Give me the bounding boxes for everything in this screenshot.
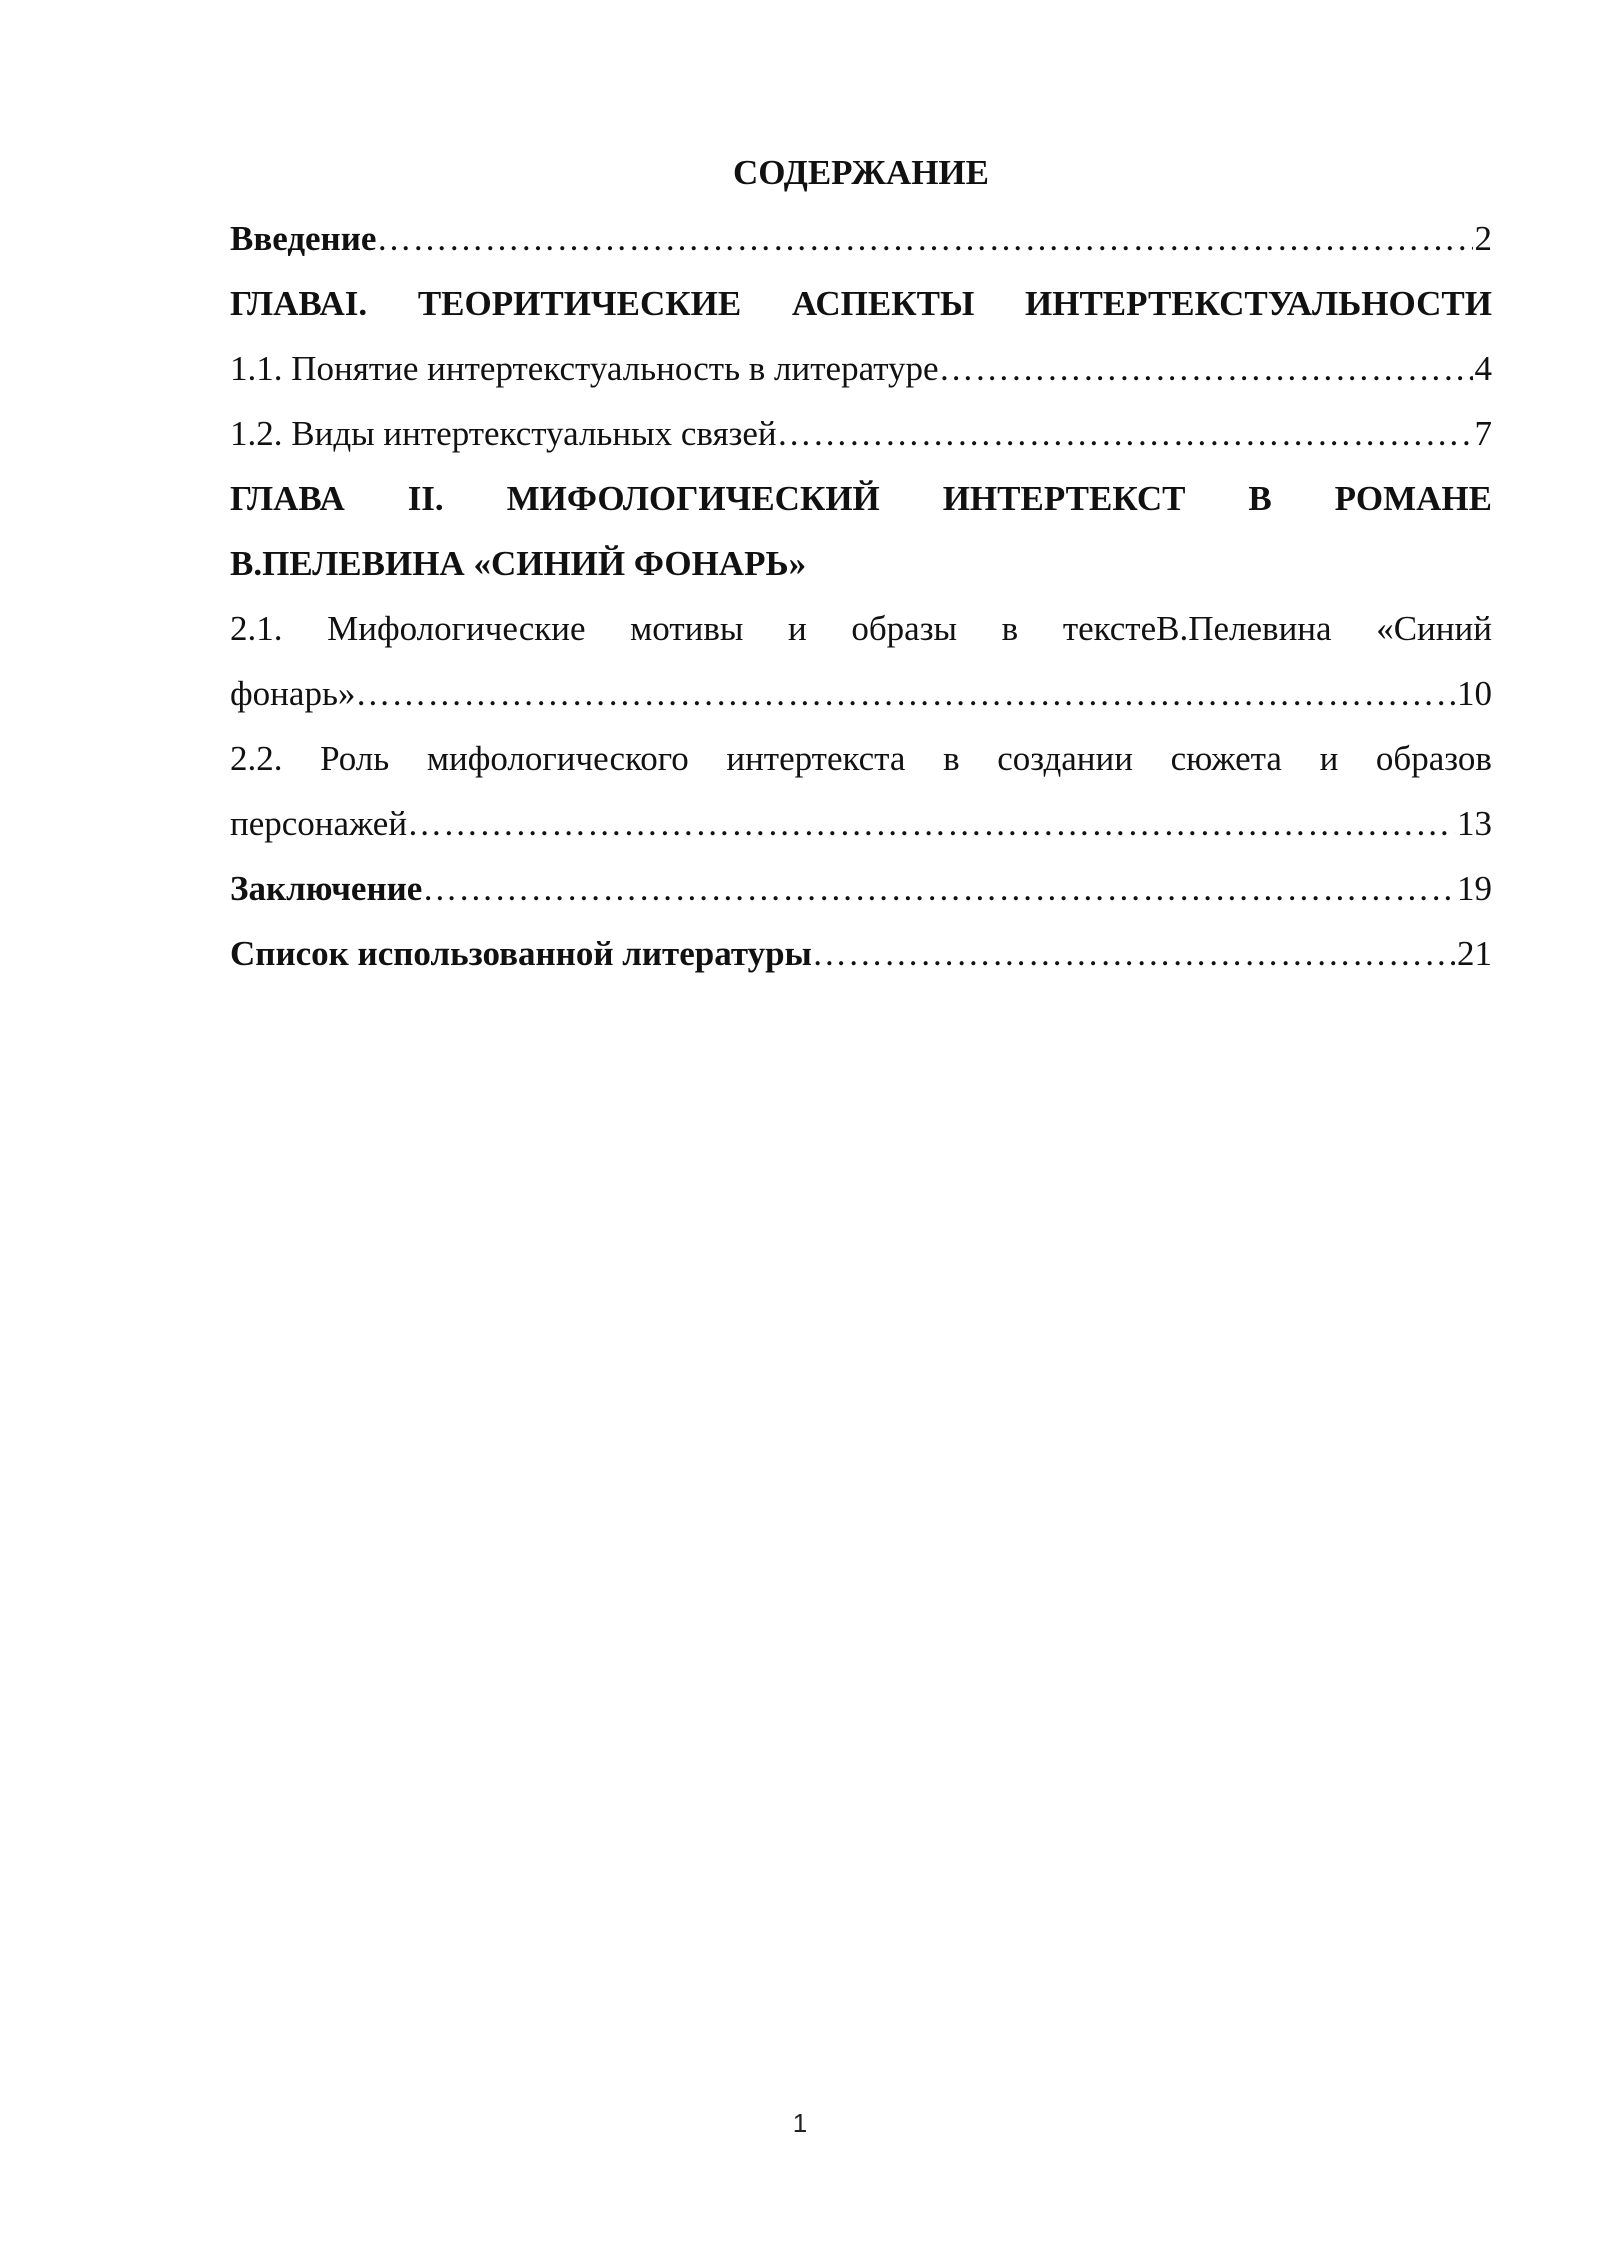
toc-chapter-2-line1[interactable] [230,466,1492,531]
dot-leader [812,921,1455,986]
toc-entry-label: 1.1. Понятие интертекстуальность в литературе [230,349,939,388]
toc-entry-label: персонажей [230,804,408,843]
toc-word: и [788,609,807,648]
toc-word: и [1319,739,1339,778]
dot-leader [939,336,1473,401]
toc-entry-2-1-line2[interactable] [230,661,1492,726]
toc-entry-page: 13 [1457,804,1492,843]
toc-word: Мифологические [327,609,586,648]
toc-title: СОДЕРЖАНИЕ [732,153,989,192]
toc-word: мотивы [630,609,744,648]
toc-entry-1-1[interactable] [230,336,1492,401]
toc-entry-2-2-line2[interactable] [230,791,1492,856]
table-of-contents [230,140,1492,986]
toc-entry-2-1-line1[interactable] [230,596,1492,661]
toc-entry-2-2-line1[interactable] [230,726,1492,791]
toc-word: МИФОЛОГИЧЕСКИЙ [506,479,880,518]
dot-leader [777,401,1473,466]
toc-word: в [943,739,960,778]
toc-entry-label: Введение [230,219,377,258]
toc-word: образов [1375,739,1492,778]
toc-word: интертекста [726,739,906,778]
toc-entry-page: 7 [1474,414,1492,453]
toc-entry-label: Заключение [230,869,423,908]
toc-entry-page: 19 [1457,869,1492,908]
toc-word: РОМАНЕ [1334,479,1492,518]
toc-word: в [1001,609,1019,648]
toc-word: В [1248,479,1272,518]
toc-word: сюжета [1170,739,1282,778]
toc-word: II. [407,479,444,518]
toc-word: 2.2. [230,739,283,778]
toc-entry-references[interactable] [230,921,1492,986]
dot-leader [376,206,1472,271]
toc-word: текстеВ.Пелевина [1062,609,1332,648]
dot-leader [355,661,1455,726]
dot-leader [422,856,1455,921]
toc-entry-label: 1.2. Виды интертекстуальных связей [230,414,777,453]
toc-word: 2.1. [230,609,283,648]
page-number: 1 [792,2108,808,2138]
toc-entry-label: Список использованной литературы [230,934,812,973]
toc-word: мифологического [426,739,689,778]
toc-word: создании [997,739,1133,778]
toc-word: ИНТЕРТЕКСТУАЛЬНОСТИ [1025,284,1492,323]
toc-word: ГЛАВАI. [230,284,368,323]
toc-word: АСПЕКТЫ [791,284,975,323]
toc-word: Роль [320,739,390,778]
toc-entry-conclusion[interactable] [230,856,1492,921]
toc-entry-introduction[interactable] [230,206,1492,271]
toc-entry-page: 10 [1457,674,1492,713]
toc-word: ТЕОРИТИЧЕСКИЕ [417,284,742,323]
dot-leader [407,791,1455,856]
toc-entry-page: 2 [1474,219,1492,258]
toc-word: «Синий [1376,609,1492,648]
toc-entry-page: 21 [1457,934,1492,973]
toc-chapter-2-line2[interactable]: В.ПЕЛЕВИНА «СИНИЙ ФОНАРЬ» [230,544,807,583]
toc-chapter-1[interactable] [230,271,1492,336]
toc-entry-label: фонарь» [230,674,356,713]
toc-word: образы [851,609,958,648]
toc-entry-1-2[interactable] [230,401,1492,466]
toc-entry-page: 4 [1474,349,1492,388]
toc-word: ГЛАВА [230,479,345,518]
toc-word: ИНТЕРТЕКСТ [942,479,1186,518]
